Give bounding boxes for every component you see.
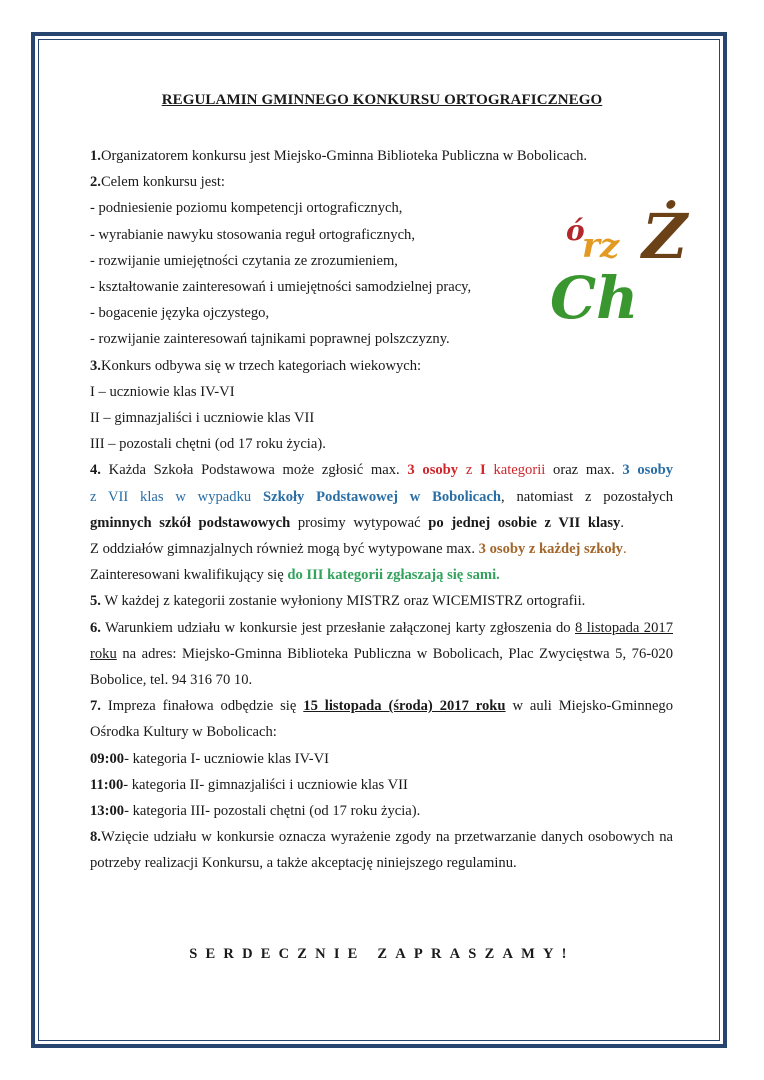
paragraph-4: 4. Każda Szkoła Podstawowa może zgłosić max. 3 osoby z I kategorii oraz max. 3 osoby z VII klas w wypadku Szkoły Podstawowej w Bobolicach, natomiast z pozostałych gminnych szkół podstawowych prosimy wytypować po jednej osobie z VII klasy. bbox=[90, 462, 674, 531]
document-body bbox=[90, 143, 673, 877]
logo-letter-z: Ż bbox=[642, 200, 688, 273]
category-item: I – uczniowie klas IV-VI bbox=[90, 383, 235, 400]
paragraph-5: 5. W każdej z kategorii zostanie wyłoniony MISTRZ oraz WICEMISTRZ ortografii. bbox=[90, 593, 586, 610]
paragraph-2: 2.Celem konkursu jest: bbox=[90, 174, 225, 191]
document-title: REGULAMIN GMINNEGO KONKURSU ORTOGRAFICZNEGO bbox=[161, 92, 603, 108]
goal-item: - wyrabianie nawyku stosowania reguł ortograficznych, bbox=[90, 226, 416, 243]
category-item: II – gimnazjaliści i uczniowie klas VII bbox=[90, 410, 315, 427]
schedule-item: 11:00- kategoria II- gimnazjaliści i uczniowie klas VII bbox=[90, 776, 408, 793]
paragraph-3: 3.Konkurs odbywa się w trzech kategoriach wiekowych: bbox=[90, 357, 422, 374]
category-item: III – pozostali chętni (od 17 roku życia). bbox=[90, 436, 326, 453]
logo-letter-o: ó bbox=[566, 214, 585, 247]
paragraph-4-category-3: Zainteresowani kwalifikujący się do III kategorii zgłaszają się sami. bbox=[90, 567, 500, 584]
goal-item: - rozwijanie umiejętności czytania ze zrozumieniem, bbox=[90, 252, 398, 269]
paragraph-1: 1.Organizatorem konkursu jest Miejsko-Gminna Biblioteka Publiczna w Bobolicach. bbox=[90, 148, 588, 164]
paragraph-4-gimnazjum: Z oddziałów gimnazjalnych również mogą być wytypowane max. 3 osoby z każdej szkoły. bbox=[90, 541, 627, 558]
closing-invitation: SERDECZNIE ZAPRASZAMY! bbox=[189, 946, 575, 962]
schedule-item: 09:00- kategoria I- uczniowie klas IV-VI bbox=[90, 750, 329, 767]
logo-letters-ch: Ch bbox=[550, 264, 639, 332]
goal-item: - rozwijanie zainteresowań tajnikami poprawnej polszczyzny. bbox=[90, 331, 450, 348]
goal-item: - podniesienie poziomu kompetencji ortograficznych, bbox=[90, 200, 403, 217]
logo-letters-rz: rz bbox=[582, 226, 620, 266]
paragraph-7: 7. Impreza finałowa odbędzie się 15 listopada (środa) 2017 roku w auli Miejsko-Gminnego Ośrodka Kultury w Bobolicach: bbox=[90, 698, 674, 741]
paragraph-8: 8.Wzięcie udziału w konkursie oznacza wyrażenie zgody na przetwarzanie danych osobowych na potrzeby realizacji Konkursu, a także akceptację niniejszego regulaminu. bbox=[90, 829, 673, 872]
goal-item: - kształtowanie zainteresowań i umiejętności samodzielnej pracy, bbox=[90, 279, 472, 296]
schedule-item: 13:00- kategoria III- pozostali chętni (od 17 roku życia). bbox=[90, 803, 421, 820]
goal-item: - bogacenie języka ojczystego, bbox=[90, 305, 270, 322]
paragraph-6: 6. Warunkiem udziału w konkursie jest przesłanie załączonej karty zgłoszenia do 8 listopada 2017 roku na adres: Miejsko-Gminna Biblioteka Publiczna w Bobolicach, Plac Zwycięstwa 5, 76-020 Bobolice, tel. 94 316 70 10. bbox=[90, 619, 673, 689]
